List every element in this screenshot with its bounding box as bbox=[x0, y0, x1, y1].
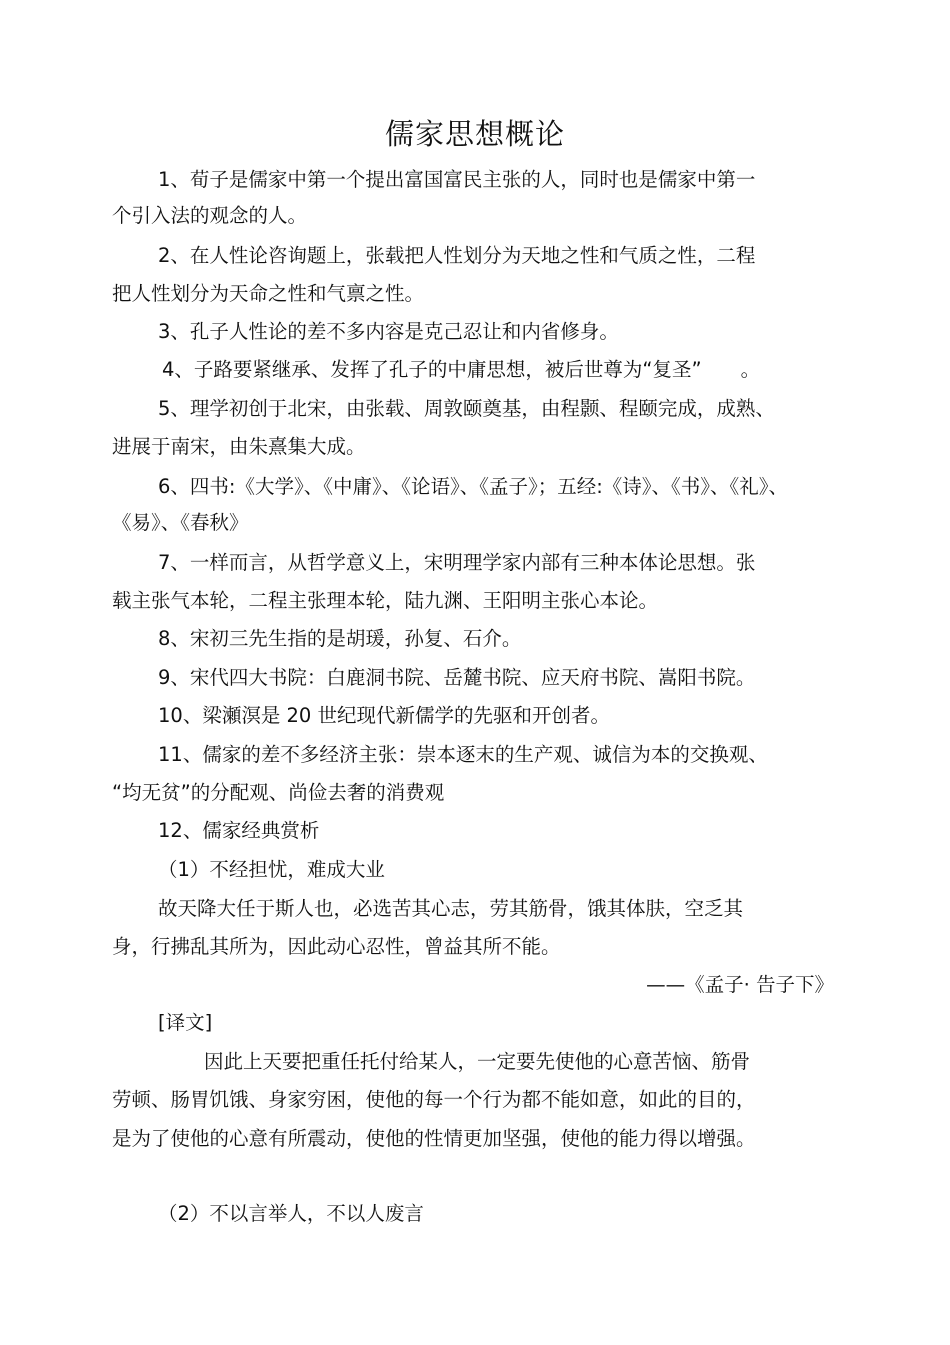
paragraph-line: 载主张气本轮，二程主张理本轮，陆九渊、王阳明主张心本论。 bbox=[112, 589, 659, 612]
translation-line: 因此上天要把重任托付给某人，一定要先使他的心意苦恼、筋骨 bbox=[204, 1050, 751, 1073]
subsection-heading: （1）不经担忧，难成大业 bbox=[158, 858, 385, 881]
paragraph-line: “均无贫”的分配观、尚俭去奢的消费观 bbox=[112, 781, 445, 804]
quote-line: 身，行拂乱其所为，因此动心忍性，曾益其所不能。 bbox=[112, 935, 561, 958]
paragraph-line: 个引入法的观念的人。 bbox=[112, 204, 308, 227]
paragraph-line: 进展于南宋，由朱熹集大成。 bbox=[112, 435, 366, 458]
paragraph-line: 3、孔子人性论的差不多内容是克己忍让和内省修身。 bbox=[158, 320, 619, 343]
translation-label: [译文] bbox=[158, 1011, 213, 1034]
paragraph-line: 9、宋代四大书院：白鹿洞书院、岳麓书院、应天府书院、嵩阳书院。 bbox=[158, 666, 756, 689]
subsection-heading: （2）不以言举人，不以人废言 bbox=[158, 1202, 424, 1225]
paragraph-line: 4、子路要紧继承、发挥了孔子的中庸思想，被后世尊为“复圣” 。 bbox=[162, 358, 761, 381]
paragraph-line: 7、一样而言，从哲学意义上，宋明理学家内部有三种本体论思想。张 bbox=[158, 551, 756, 574]
paragraph-line: 10、梁瀬溟是 20 世纪现代新儒学的先驱和开创者。 bbox=[158, 704, 611, 727]
paragraph-line: 1、荀子是儒家中第一个提出富国富民主张的人，同时也是儒家中第一 bbox=[158, 168, 756, 191]
paragraph-line: 6、四书:《大学》、《中庸》、《论语》、《孟子》；五经:《诗》、《书》、《礼》、 bbox=[158, 475, 789, 498]
quote-line: 故天降大任于斯人也，必选苦其心志，劳其筋骨，饿其体肤，空乏其 bbox=[158, 897, 744, 920]
translation-line: 是为了使他的心意有所震动，使他的性情更加坚强，使他的能力得以增强。 bbox=[112, 1127, 756, 1150]
paragraph-line: 《易》、《春秋》 bbox=[112, 511, 249, 534]
document-title: 儒家思想概论 bbox=[384, 117, 565, 151]
quote-source: ——《孟子· 告子下》 bbox=[646, 973, 834, 996]
paragraph-line: 8、宋初三先生指的是胡瑗，孙复、石介。 bbox=[158, 627, 522, 650]
translation-line: 劳顿、肠胃饥饿、身家穷困，使他的每一个行为都不能如意，如此的目的， bbox=[112, 1088, 756, 1111]
paragraph-line: 把人性划分为天命之性和气禀之性。 bbox=[112, 282, 425, 305]
paragraph-line: 5、理学初创于北宋，由张载、周敦颐奠基，由程颢、程颐完成，成熟、 bbox=[158, 397, 775, 420]
paragraph-line: 2、在人性论咨询题上，张载把人性划分为天地之性和气质之性，二程 bbox=[158, 244, 756, 267]
paragraph-line: 11、儒家的差不多经济主张：崇本逐末的生产观、诚信为本的交换观、 bbox=[158, 743, 768, 766]
section-heading: 12、儒家经典赏析 bbox=[158, 819, 320, 842]
